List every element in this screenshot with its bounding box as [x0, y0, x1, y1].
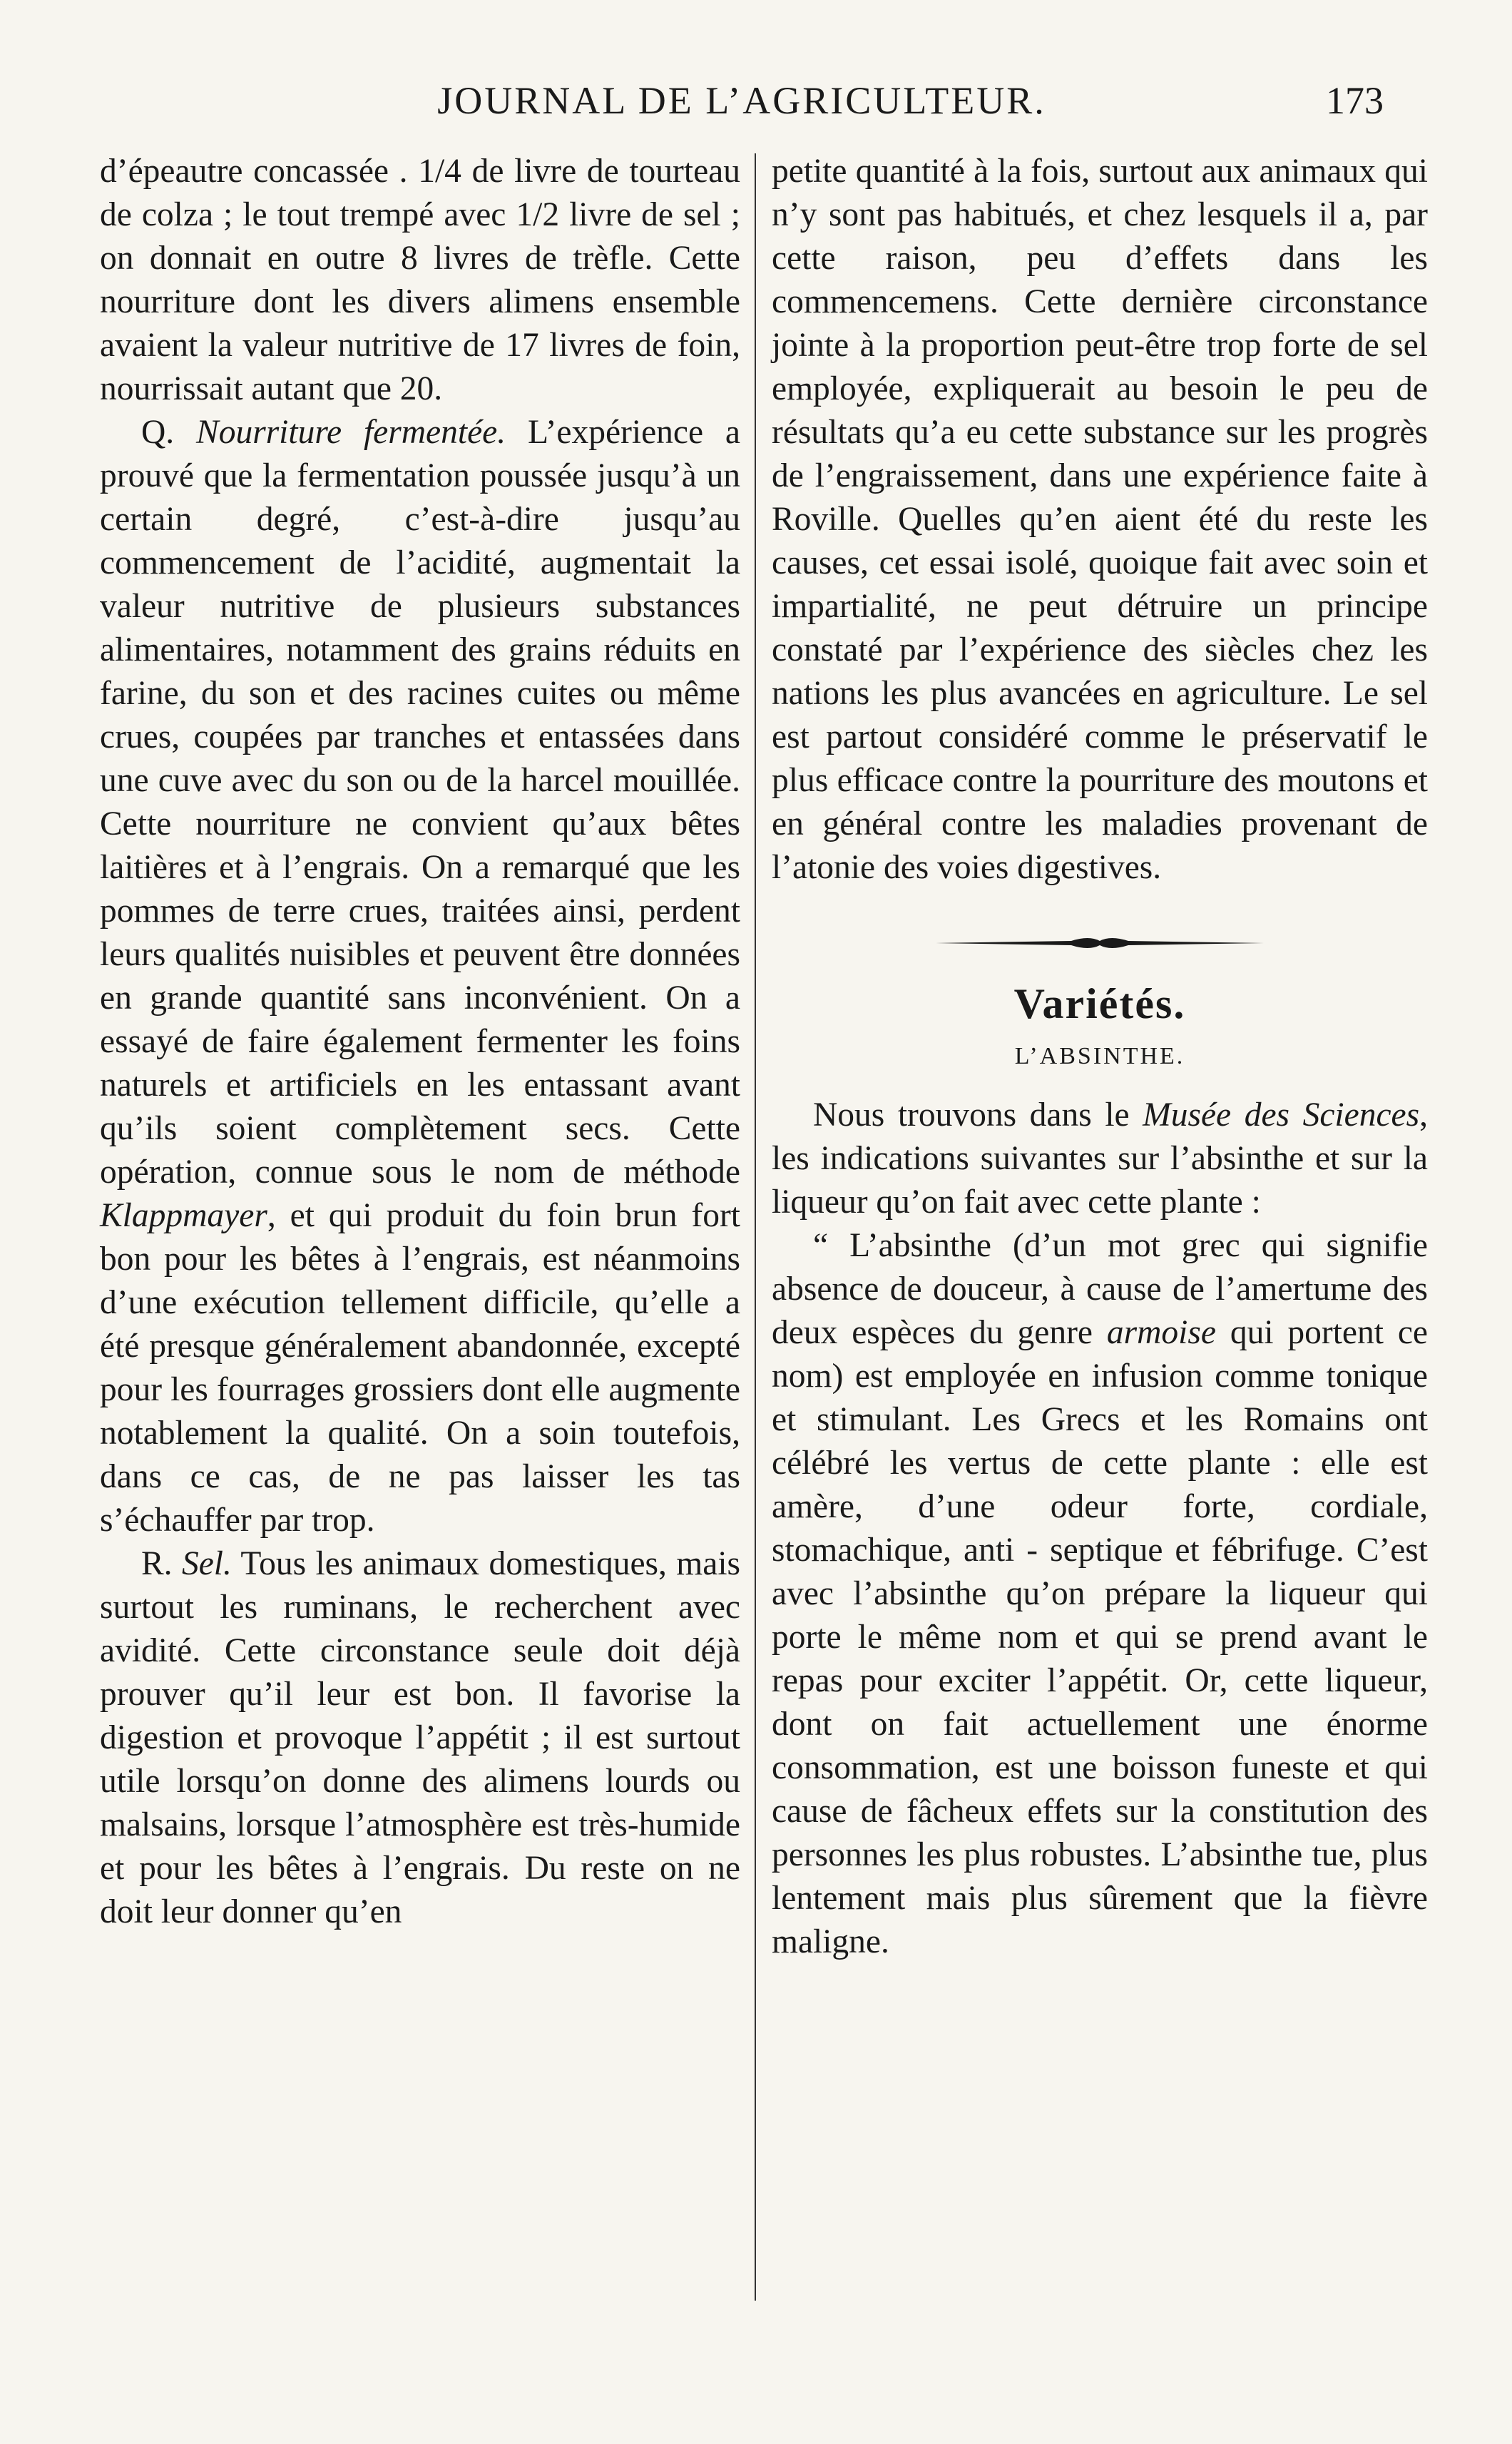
paragraph-heading: Sel.	[181, 1545, 232, 1582]
publication-title: Musée des Sciences	[1143, 1096, 1420, 1134]
paragraph-nourriture-fermentee	[100, 411, 740, 1542]
running-title: JOURNAL DE L’AGRICULTEUR.	[437, 79, 1046, 122]
right-column	[772, 150, 1428, 1964]
page-header	[100, 78, 1384, 136]
paragraph-text: petite quantité à la fois, surtout aux animaux qui n’y sont pas habitués, et chez lesquels il a, par cette raison, peu d’effets dans les commencemens. Cette dernière circonstance jointe à la proportion peut-être trop forte de sel employée, expliquerait au besoin le peu de résultats qu’a eu cette substance sur les progrès de l’engraissement, dans une expérience faite à Roville. Quelles qu’en aient été du reste les causes, cet essai isolé, quoique fait avec soin et impartialité, ne peut détruire un principe constaté par l’expérience des siècles chez les nations les plus avancées en agriculture. Le sel est partout considéré comme le préservatif le plus efficace contre la pourriture des moutons et en général contre les maladies provenant de l’atonie des voies digestives.	[772, 153, 1428, 886]
paragraph-letter: R.	[141, 1545, 173, 1582]
paragraph-heading: Nourriture fermentée.	[196, 414, 506, 451]
column-divider	[755, 153, 756, 2301]
paragraph-continuation	[772, 150, 1428, 890]
paragraph-text-tail: , et qui produit du foin brun fort bon pour les bêtes à l’engrais, est néanmoins d’une exécution tellement difficile, qu’elle a été presque généralement abandonnée, excepté pour les fourrages grossiers dont elle augmente notablement la qualité. On a soin toutefois, dans ce cas, de ne pas laisser les tas s’échauffer par trop.	[100, 1197, 740, 1539]
method-name: Klappmayer	[100, 1197, 267, 1234]
paragraph-text: Nous trouvons dans le	[813, 1096, 1143, 1134]
paragraph-text: “ L’absinthe (d’un mot grec qui signifie absence de douceur, à cause de l’amertume des deux espèces du genre	[772, 1227, 1428, 1351]
paragraph-sel	[100, 1542, 740, 1934]
paragraph-text-tail: , les indications suivantes sur l’absinthe et sur la liqueur qu’on fait avec cette plante :	[772, 1096, 1428, 1221]
plant-genus: armoise	[1106, 1314, 1216, 1351]
paragraph-intro	[772, 1094, 1428, 1224]
subsection-title: L’ABSINTHE.	[1014, 1043, 1185, 1069]
paragraph-text-tail: qui portent ce nom) est employée en infusion comme tonique et stimulant. Les Grecs et les Romains ont célébré les vertus de cette plante : elle est amère, d’une odeur forte, cordiale, stomachique, anti - septique et fébrifuge. C’est avec l’absinthe qu’on prépare la liqueur qui porte le même nom et qui se prend avant le repas pour exciter l’appétit. Or, cette liqueur, dont on fait actuellement une énorme consommation, est une boisson funeste et qui cause de fâcheux effets sur la constitution des personnes les plus robustes. L’absinthe tue, plus lentement mais plus sûrement que la fièvre maligne.	[772, 1314, 1428, 1960]
page-number: 173	[1326, 79, 1384, 122]
paragraph-text: d’épeautre concassée . 1/4 de livre de tourteau de colza ; le tout trempé avec 1/2 livre de sel ; on donnait en outre 8 livres de trèfle. Cette nourriture dont les divers alimens ensemble avaient la valeur nutritive de 17 livres de foin, nourrissait autant que 20.	[100, 153, 740, 407]
left-column	[100, 150, 740, 1934]
paragraph-letter: Q.	[141, 414, 175, 451]
paragraph-text: Tous les animaux domestiques, mais surtout les ruminans, le recherchent avec avidité. Cette circonstance seule doit déjà prouver qu’il leur est bon. Il favorise la digestion et provoque l’appétit ; il est surtout utile lorsqu’on donne des alimens lourds ou malsains, lorsque l’atmosphère est très-humide et pour les bêtes à l’engrais. Du reste on ne doit leur donner qu’en	[100, 1545, 740, 1930]
section-ornament	[936, 932, 1264, 954]
section-title: Variétés.	[1013, 980, 1186, 1027]
paragraph-continuation	[100, 150, 740, 411]
paragraph-text: L’expérience a prouvé que la fermentation poussée jusqu’à un certain degré, c’est-à-dire jusqu’au commencement de l’acidité, augmentait la valeur nutritive de plusieurs substances alimentaires, notamment des grains réduits en farine, du son et des racines cuites ou même crues, coupées par tranches et entassées dans une cuve avec du son ou de la harcel mouillée. Cette nourriture ne convient qu’aux bêtes laitières et à l’engrais. On a remarqué que les pommes de terre crues, traitées ainsi, perdent leurs qualités nuisibles et peuvent être données en grande quantité sans inconvénient. On a essayé de faire également fermenter les foins naturels et artificiels en les entassant avant qu’ils soient complètement secs. Cette opération, connue sous le nom de méthode	[100, 414, 741, 1191]
paragraph-absinthe	[772, 1224, 1428, 1964]
